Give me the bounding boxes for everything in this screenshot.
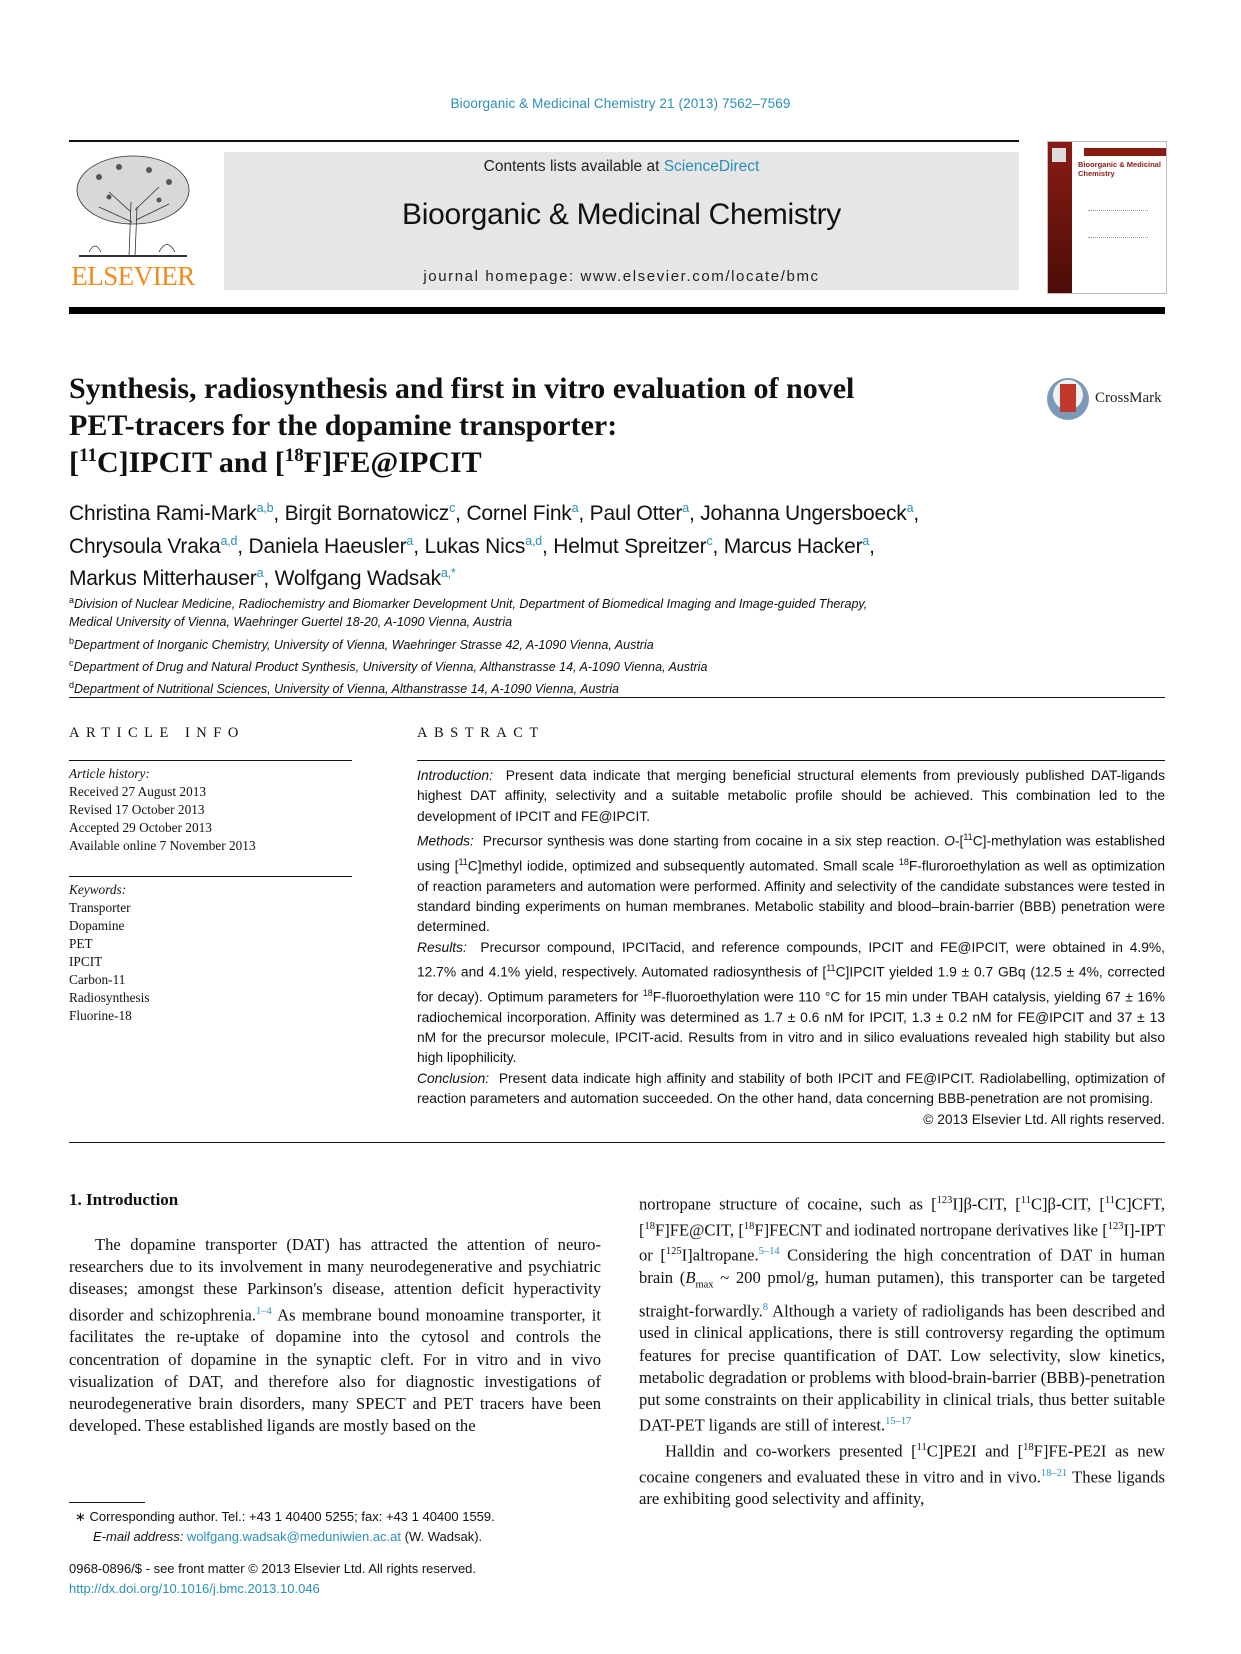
- author-name[interactable]: Johanna Ungersboeck: [700, 502, 907, 525]
- keywords-divider: [69, 876, 352, 877]
- affiliation-b: $^b$Department of Inorganic Chemistry, University of Vienna, Waehringer Strasse 42, A-1090 Vienna, Austria: [69, 635, 654, 652]
- author-name[interactable]: Wolfgang Wadsak: [274, 567, 441, 590]
- history-revised: Revised 17 October 2013: [69, 802, 205, 817]
- abstract-body: [417, 766, 1165, 1130]
- history-online: Available online 7 November 2013: [69, 838, 256, 853]
- affiliations: [69, 591, 1165, 699]
- journal-citation-link[interactable]: Bioorganic & Medicinal Chemistry 21 (2013) 7562–7569: [450, 96, 791, 111]
- history-label: Article history:: [69, 766, 150, 781]
- title-line-2: PET-tracers for the dopamine transporter:: [69, 409, 618, 442]
- title-line-3: [$^{11}$C]IPCIT and [$^{18}$F]FE@IPCIT: [69, 445, 482, 479]
- author-affiliation-ref[interactable]: a,d: [525, 533, 542, 548]
- journal-title: Bioorganic & Medicinal Chemistry: [402, 198, 841, 231]
- affiliation-d: $^d$Department of Nutritional Sciences, University of Vienna, Althanstrasse 14, A-1090 Vienna, Austria: [69, 680, 619, 697]
- author-affiliation-ref[interactable]: a: [862, 533, 870, 548]
- article-title: [69, 370, 969, 481]
- keyword: Transporter: [69, 900, 131, 915]
- introduction-right-column: [639, 1190, 1165, 1511]
- author-name[interactable]: Paul Otter: [589, 502, 683, 525]
- affiliation-divider: [69, 697, 1165, 698]
- crossmark-badge[interactable]: [1047, 378, 1177, 422]
- journal-banner: [224, 152, 1019, 290]
- citation-link[interactable]: 5–14: [758, 1246, 780, 1258]
- bookmark-icon: [1060, 384, 1076, 412]
- keyword: Radiosynthesis: [69, 990, 150, 1005]
- doi-link[interactable]: http://dx.doi.org/10.1016/j.bmc.2013.10.046: [69, 1581, 320, 1596]
- affiliation-c: $^c$Department of Drug and Natural Product Synthesis, University of Vienna, Althanstrasse 14, A-1090 Vienna, Austria: [69, 657, 708, 675]
- author-name[interactable]: Lukas Nics: [424, 534, 526, 558]
- crossmark-label: CrossMark: [1095, 390, 1162, 406]
- elsevier-logo: [69, 152, 197, 292]
- intro-paragraph-2: Halldin and co-workers presented [$^{11}$C]PE2I and [$^{18}$F]FE-PE2I as new cocaine congeners and evaluated these in vitro and in vivo.$^{18-21}$ These ligands are exhibiting good selectivity and affinity,: [639, 1441, 1166, 1509]
- citation-link[interactable]: 8: [762, 1301, 769, 1313]
- citation-link[interactable]: 18–21: [1040, 1467, 1068, 1479]
- header-thick-divider: [69, 307, 1165, 314]
- author-list: [69, 495, 1165, 593]
- author-name[interactable]: Birgit Bornatowicz: [284, 502, 450, 525]
- footnotes: [69, 1507, 629, 1547]
- article-info-divider: [69, 760, 352, 761]
- history-accepted: Accepted 29 October 2013: [69, 820, 212, 835]
- citation-link[interactable]: 15–17: [885, 1416, 912, 1428]
- author-name[interactable]: Cornel Fink: [466, 502, 572, 525]
- author-line-2: Chrysoula Vraka$^{a,d}$, Daniela Haeusler$^a$, Lukas Nics$^{a,d}$, Helmut Spreitzer$^c$, Marcus Hacker$^a$,: [69, 533, 875, 558]
- keyword: PET: [69, 936, 93, 951]
- abstract-divider: [417, 760, 1165, 761]
- section-heading-introduction: 1. Introduction: [69, 1190, 179, 1209]
- author-affiliation-ref[interactable]: c: [449, 501, 456, 515]
- abstract-bottom-divider: [69, 1142, 1165, 1143]
- keyword: Dopamine: [69, 918, 125, 933]
- author-name[interactable]: Chrysoula Vraka: [69, 534, 221, 558]
- author-name[interactable]: Marcus Hacker: [723, 534, 863, 558]
- cover-spine: [1048, 142, 1072, 293]
- keyword: IPCIT: [69, 954, 103, 969]
- author-affiliation-ref[interactable]: c: [706, 533, 713, 548]
- author-name[interactable]: Helmut Spreitzer: [553, 534, 707, 558]
- introduction-left-column: [69, 1234, 601, 1437]
- author-affiliation-ref[interactable]: a,b: [256, 501, 274, 515]
- author-affiliation-ref[interactable]: a,d: [220, 533, 238, 548]
- keywords: [69, 881, 352, 1025]
- contents-line: [224, 158, 1019, 176]
- author-affiliation-ref[interactable]: a: [682, 501, 689, 515]
- keyword: Carbon-11: [69, 972, 126, 987]
- molecule-illustration-icon: [1088, 210, 1148, 238]
- sciencedirect-link[interactable]: ScienceDirect: [663, 158, 760, 175]
- cover-logo-icon: [1052, 148, 1066, 162]
- author-name[interactable]: Daniela Haeusler: [248, 534, 407, 558]
- keyword: Fluorine-18: [69, 1008, 132, 1023]
- abstract-conclusion: Conclusion: Present data indicate high affinity and stability of both IPCIT and FE@IPCIT. Radiolabelling, optimization of reaction parameters and automation succeeded. On the other hand, data concerning BBB-penetration are not promising.: [417, 1070, 1165, 1106]
- abstract-introduction: Introduction: Present data indicate that merging beneficial structural elements from previously published DAT-ligands highest DAT affinity, selectivity and a suitable metabolic profile should be achieved. This combination led to the development of IPCIT and FE@IPCIT.: [417, 768, 1166, 824]
- author-affiliation-ref[interactable]: a: [906, 501, 914, 515]
- author-name[interactable]: Markus Mitterhauser: [69, 567, 257, 590]
- author-affiliation-ref[interactable]: a: [571, 501, 579, 515]
- abstract-heading: ABSTRACT: [417, 725, 545, 741]
- affiliation-a-cont: Medical University of Vienna, Waehringer Guertel 18-20, A-1090 Vienna, Austria: [69, 615, 513, 630]
- cover-topbar: [1084, 148, 1166, 156]
- author-affiliation-ref[interactable]: a: [406, 533, 414, 548]
- abstract-copyright: © 2013 Elsevier Ltd. All rights reserved.: [923, 1112, 1165, 1128]
- corresponding-author-note: ∗ Corresponding author. Tel.: +43 1 40400 5255; fax: +43 1 40400 1559.: [75, 1509, 495, 1524]
- history-received: Received 27 August 2013: [69, 784, 207, 799]
- corresponding-author-ref[interactable]: a,*: [440, 566, 456, 580]
- email-note: E-mail address: wolfgang.wadsak@meduniwien.ac.at (W. Wadsak).: [93, 1529, 483, 1544]
- citation-link[interactable]: 1–4: [256, 1305, 272, 1317]
- contents-prefix: Contents lists available at: [483, 158, 664, 175]
- author-name[interactable]: Christina Rami-Mark: [69, 502, 257, 525]
- author-affiliation-ref[interactable]: a: [256, 566, 264, 580]
- abstract-results: Results: Precursor compound, IPCITacid, and reference compounds, IPCIT and FE@IPCIT, were obtained in 4.9%, 12.7% and 4.1% yield, respectively. Automated radiosynthesis of [$^{11}$C]IPCIT yielded 1.9 ± 0.7 GBq (12.5 ± 4%, corrected for decay). Optimum parameters for $^{18}$F-fluoroethylation were 110 °C for 15 min under TBAH catalysis, yielding 67 ± 16% radiochemical incorporation. Affinity was determined as 1.7 ± 0.6 nM for IPCIT, 1.3 ± 0.2 nM for FE@IPCIT and 37 ± 13 nM for the precursor molecule, IPCIT-acid. Results from in vitro and in silico evaluations revealed high stability but also high lipophilicity.: [417, 939, 1166, 1066]
- footnote-divider: [69, 1502, 145, 1503]
- article-info-heading: ARTICLE INFO: [69, 725, 245, 741]
- journal-cover-thumbnail[interactable]: [1047, 141, 1167, 294]
- author-line-1: Christina Rami-Mark$^{a,b}$, Birgit Bornatowicz$^c$, Cornel Fink$^a$, Paul Otter$^a$, Johanna Ungersboeck$^a$,: [69, 501, 919, 525]
- email-link[interactable]: wolfgang.wadsak@meduniwien.ac.at: [186, 1529, 402, 1544]
- author-line-3: Markus Mitterhauser$^a$, Wolfgang Wadsak$^{a,*}$: [69, 566, 456, 590]
- intro-paragraph-1-cont: nortropane structure of cocaine, such as [$^{123}$I]β-CIT, [$^{11}$C]β-CIT, [$^{11}$C]CFT, [$^{18}$F]FE@CIT, [$^{18}$F]FECNT and iodinated nortropane derivatives like [$^{123}$I]-IPT or [$^{125}$I]altropane.$^{5-14}$ Considering the high concentration of DAT in human brain ($B_{max}$ ~ 200 pmol/g, human putamen), this transporter can be targeted straight-forwardly.$^8$ Although a variety of radioligands has been described and used in clinical applications, there is still controversy regarding the optimum features for precise quantification of DAT. Low selectivity, slow kinetics, metabolic degradation or problems with blood-brain-barrier (BBB)-penetration put some constraints on their applicability in clinical trials, thus better suitable DAT-PET ligands are still of interest.$^{15-17}$: [639, 1194, 1166, 1435]
- abstract-methods: Methods: Precursor synthesis was done starting from cocaine in a six step reaction. O-[$^{11}$C]-methylation was established using [$^{11}$C]methyl iodide, optimized and subsequently automated. Small scale $^{18}$F-fluroroethylation as well as optimization of reaction parameters and automation were performed. Affinity and selectivity of the candidate substances were tested in standard binding experiments on human membranes. Metabolic stability and blood–brain-barrier (BBB) penetration were determined.: [417, 831, 1166, 935]
- title-line-1: Synthesis, radiosynthesis and first in vitro evaluation of novel: [69, 372, 855, 405]
- issn-line: 0968-0896/$ - see front matter © 2013 Elsevier Ltd. All rights reserved.: [69, 1561, 477, 1576]
- header-divider: [69, 140, 1019, 142]
- intro-paragraph-1: The dopamine transporter (DAT) has attracted the attention of neuro-researchers due to its involvement in many neurodegenerative and psychiatric diseases; amongst these Parkinson's disease, attention deficit hyperactivity disorder and schizophrenia.$^{1-4}$ As membrane bound monoamine transporter, it facilitates the re-uptake of dopamine into the cytosol and controls the concentration of dopamine in the synaptic cleft. For in vitro and in vivo visualization of DAT, and therefore also for diagnostic investigations of neurodegenerative brain disorders, many SPECT and PET tracers have been developed. These established ligands are mostly based on the: [69, 1235, 601, 1436]
- issn-copyright: [69, 1559, 669, 1599]
- keywords-label: Keywords:: [69, 882, 127, 897]
- affiliation-a: $^a$Division of Nuclear Medicine, Radiochemistry and Biomarker Development Unit, Department of Biomedical Imaging and Image-guided Therapy,: [69, 595, 868, 612]
- tree-engraving-icon: [69, 152, 197, 262]
- journal-homepage-link[interactable]: journal homepage: www.elsevier.com/locate/bmc: [423, 268, 820, 285]
- cover-title: Bioorganic & Medicinal Chemistry: [1078, 160, 1161, 178]
- article-history: [69, 765, 352, 855]
- elsevier-wordmark: ELSEVIER: [71, 261, 195, 291]
